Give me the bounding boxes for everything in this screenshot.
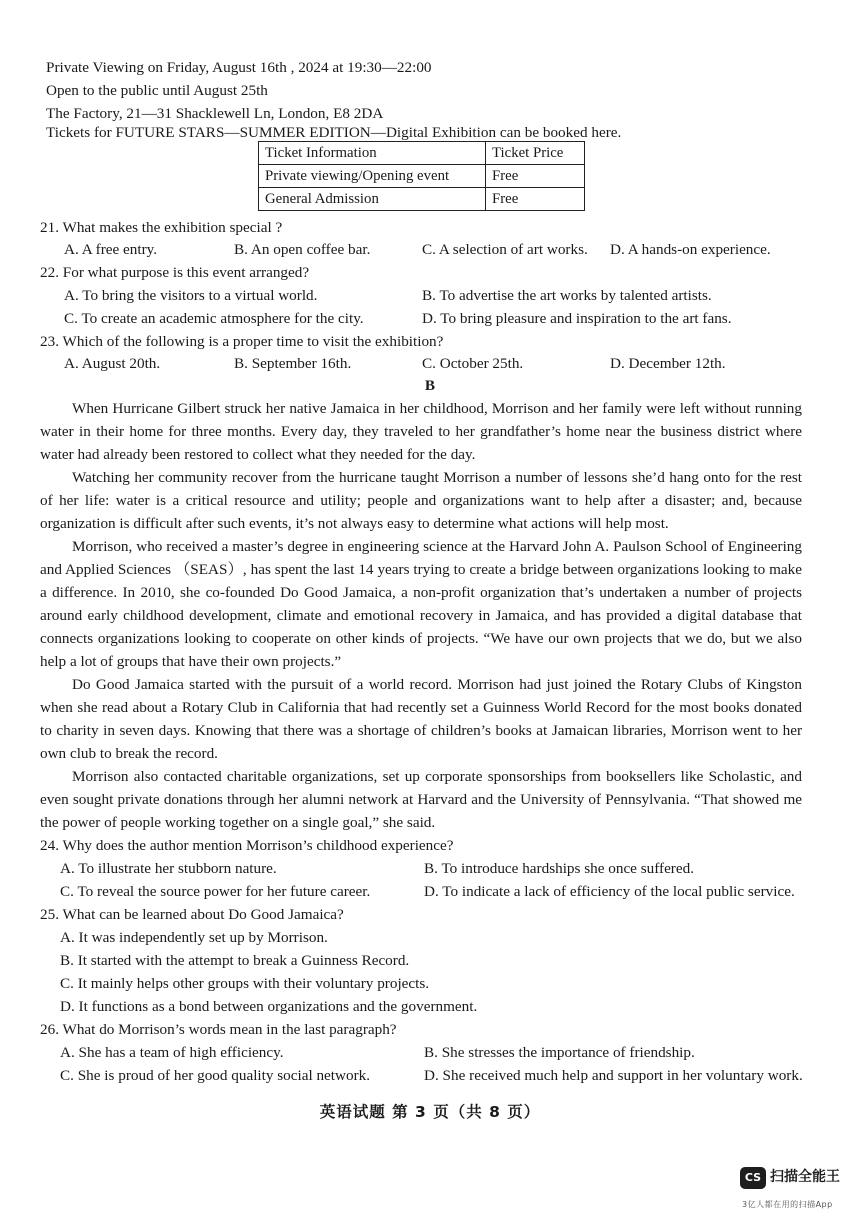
question-22-option-b[interactable]: B. To advertise the art works by talented artists. bbox=[422, 287, 712, 304]
passage-paragraph-3: Morrison, who received a master’s degree in engineering science at the Harvard John A. Paulson School of Engineering and Applied Sciences （SEAS）, has spent the last 14 years trying to create a bridge between organizations looking to make a difference. In 2010, she co-founded Do Good Jamaica, a non-profit organization that’s undertaken a number of projects around early childhood development, climate and emotional recovery in Jamaica, and has provided a digital database that connects organizations looking to cooperate on other kinds of projects. “We have our own projects that we do, but we also help a lot of groups that have their own projects.” bbox=[40, 538, 802, 670]
question-21-stem: 21. What makes the exhibition special ? bbox=[40, 219, 283, 236]
question-23-stem: 23. Which of the following is a proper time to visit the exhibition? bbox=[40, 333, 444, 350]
section-b-title: B bbox=[424, 377, 436, 394]
question-25-option-c[interactable]: C. It mainly helps other groups with their voluntary projects. bbox=[60, 975, 430, 992]
question-22-stem: 22. For what purpose is this event arranged? bbox=[40, 264, 310, 281]
question-24-stem: 24. Why does the author mention Morrison’s childhood experience? bbox=[40, 837, 454, 854]
question-23-option-c[interactable]: C. October 25th. bbox=[422, 355, 524, 372]
question-21-option-c[interactable]: C. A selection of art works. bbox=[422, 241, 588, 258]
question-24-option-d[interactable]: D. To indicate a lack of efficiency of the local public service. bbox=[424, 883, 795, 900]
question-21-option-b[interactable]: B. An open coffee bar. bbox=[234, 241, 371, 258]
ticket-table bbox=[258, 141, 585, 211]
question-26-option-d[interactable]: D. She received much help and support in her voluntary work. bbox=[424, 1067, 803, 1084]
question-24-option-b[interactable]: B. To introduce hardships she once suffered. bbox=[424, 860, 694, 877]
question-23-option-b[interactable]: B. September 16th. bbox=[234, 355, 352, 372]
watermark-tagline: 3亿人都在用的扫描App bbox=[742, 1200, 833, 1209]
table-row bbox=[259, 165, 585, 188]
question-25-option-d[interactable]: D. It functions as a bond between organizations and the government. bbox=[60, 998, 478, 1015]
table-row bbox=[259, 188, 585, 211]
ticket-info-header: Ticket Information bbox=[259, 142, 486, 165]
open-to-public-line: Open to the public until August 25th bbox=[46, 82, 268, 99]
passage-paragraph-4: Do Good Jamaica started with the pursuit of a world record. Morrison had just joined the Rotary Clubs of Kingston when she read about a Rotary Club in California that had recently set a Guinness World Record for the most books donated to charity in seven days. Knowing that there was a shortage of children’s books at Jamaican libraries, Morrison went to her own club to break the record. bbox=[40, 676, 802, 762]
watermark-app-name: 扫描全能王 bbox=[770, 1169, 840, 1185]
question-23-option-a[interactable]: A. August 20th. bbox=[64, 355, 161, 372]
passage-paragraph-5: Morrison also contacted charitable organizations, set up corporate sponsorships from booksellers like Scholastic, and even sought private donations through her alumni network at Harvard and the University of Pennsylvania. “That showed me the power of people working together on a single goal,” she said. bbox=[40, 768, 802, 831]
page-footer: 英语试题 第 3 页（共 8 页） bbox=[319, 1103, 541, 1121]
question-21-option-d[interactable]: D. A hands-on experience. bbox=[610, 241, 771, 258]
question-23-option-d[interactable]: D. December 12th. bbox=[610, 355, 726, 372]
address-line: The Factory, 21—31 Shacklewell Ln, London, E8 2DA bbox=[46, 105, 384, 122]
question-24-option-a[interactable]: A. To illustrate her stubborn nature. bbox=[60, 860, 277, 877]
camscanner-logo-icon: CS bbox=[740, 1167, 766, 1189]
question-25-option-b[interactable]: B. It started with the attempt to break a Guinness Record. bbox=[60, 952, 410, 969]
passage-paragraph-2: Watching her community recover from the hurricane taught Morrison a number of lessons she’d hang onto for the rest of her life: water is a critical resource and utility; people and organizations want to help after a disaster; and, because organization is difficult after such events, it’s not always easy to determine what actions will help most. bbox=[40, 469, 802, 532]
private-viewing-line: Private Viewing on Friday, August 16th , 2024 at 19:30—22:00 bbox=[46, 59, 432, 76]
ticket-type-cell: Private viewing/Opening event bbox=[259, 165, 486, 188]
passage-b bbox=[40, 397, 802, 834]
passage-paragraph-1: When Hurricane Gilbert struck her native Jamaica in her childhood, Morrison and her family were left without running water in their home for three months. Every day, they traveled to her grandfather’s home near the business district where water had already been restored to collect what they needed for the day. bbox=[40, 400, 802, 463]
question-25-option-a[interactable]: A. It was independently set up by Morrison. bbox=[60, 929, 328, 946]
question-21-option-a[interactable]: A. A free entry. bbox=[64, 241, 158, 258]
question-22-option-c[interactable]: C. To create an academic atmosphere for the city. bbox=[64, 310, 364, 327]
tickets-line: Tickets for FUTURE STARS—SUMMER EDITION—Digital Exhibition can be booked here. bbox=[46, 124, 622, 141]
ticket-price-cell: Free bbox=[486, 165, 585, 188]
question-26-option-b[interactable]: B. She stresses the importance of friendship. bbox=[424, 1044, 695, 1061]
scanner-watermark bbox=[740, 1165, 850, 1209]
question-26-option-c[interactable]: C. She is proud of her good quality social network. bbox=[60, 1067, 371, 1084]
question-24-option-c[interactable]: C. To reveal the source power for her future career. bbox=[60, 883, 371, 900]
ticket-table-header bbox=[259, 142, 585, 165]
question-25-stem: 25. What can be learned about Do Good Jamaica? bbox=[40, 906, 344, 923]
question-26-option-a[interactable]: A. She has a team of high efficiency. bbox=[60, 1044, 284, 1061]
question-22-option-a[interactable]: A. To bring the visitors to a virtual world. bbox=[64, 287, 318, 304]
question-22-option-d[interactable]: D. To bring pleasure and inspiration to the art fans. bbox=[422, 310, 732, 327]
question-26-stem: 26. What do Morrison’s words mean in the last paragraph? bbox=[40, 1021, 397, 1038]
ticket-price-header: Ticket Price bbox=[486, 142, 585, 165]
ticket-type-cell: General Admission bbox=[259, 188, 486, 211]
ticket-price-cell: Free bbox=[486, 188, 585, 211]
